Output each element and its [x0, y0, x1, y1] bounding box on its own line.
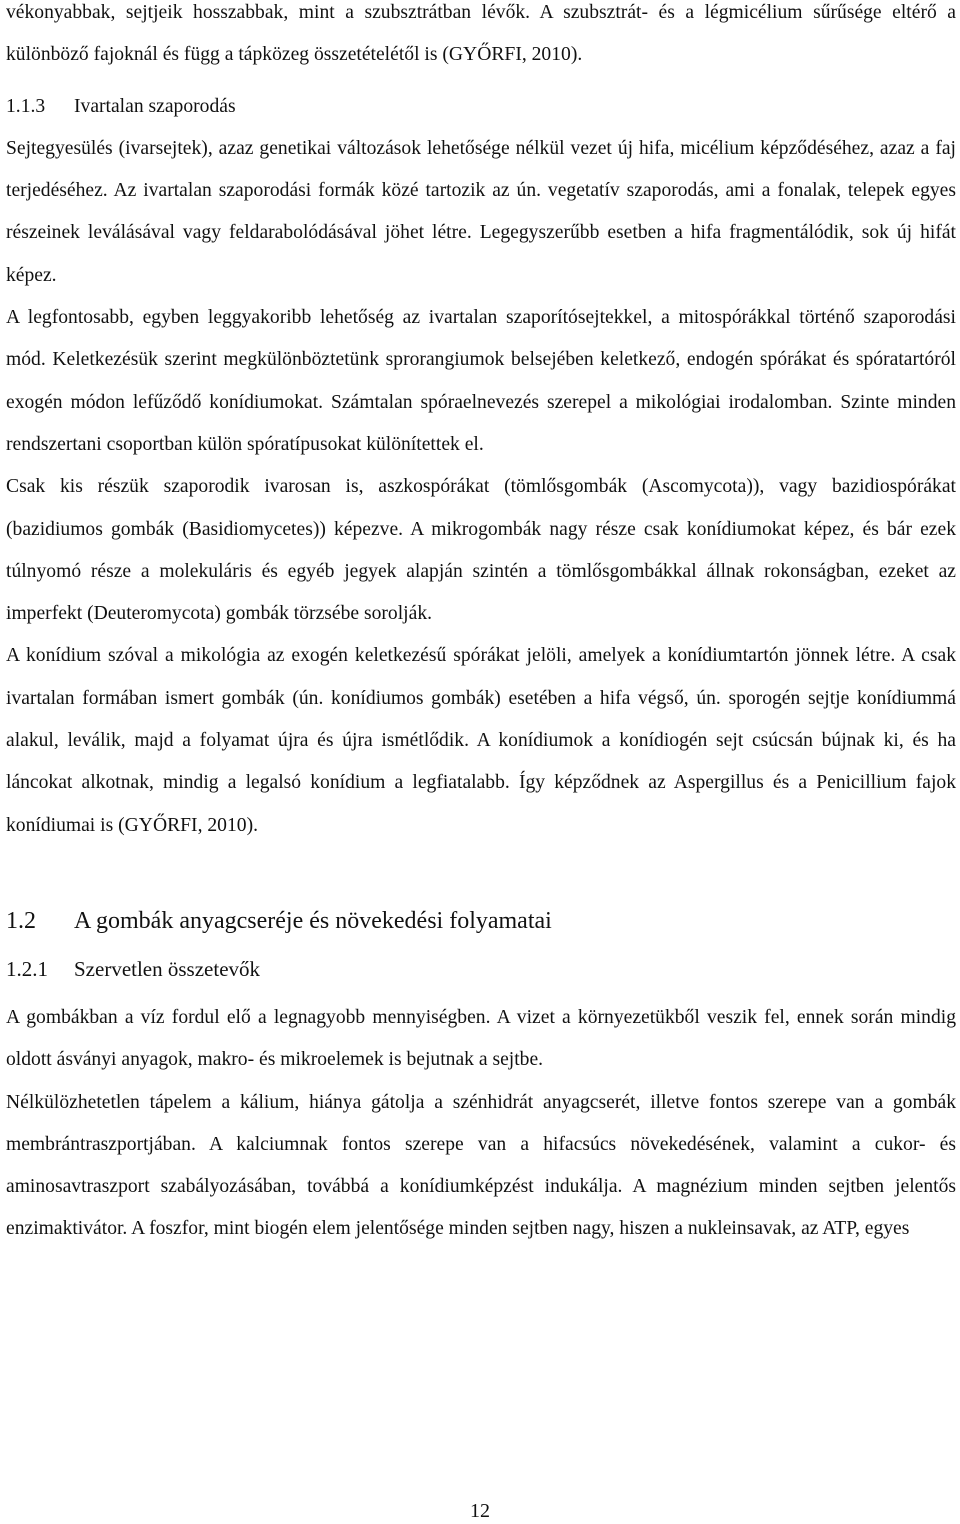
document-page: [6, 0, 956, 1251]
section-heading-1-2: [6, 899, 956, 943]
body-paragraph: A konídium szóval a mikológia az exogén keletkezésű spórákat jelöli, amelyek a konídiumtartón jönnek létre. A csak ivartalan formában ismert gombák (ún. konídiumos gombák) esetében a hifa végső, ún. sporogén sejtje konídiummá alakul, leválik, majd a folyamat újra és újra ismétlődik. A konídiumok a konídiogén sejt csúcsán bújnak ki, és ha láncokat alkotnak, mindig a legalsó konídium a legfiatalabb. Így képződnek az Aspergillus és a Penicillium fajok konídiumai is (GYŐRFI, 2010).: [6, 645, 956, 836]
section-number: 1.1.3: [6, 95, 46, 117]
section-heading-1-2-1: [6, 949, 956, 989]
section-number: 1.2: [6, 907, 36, 934]
body-paragraph: A legfontosabb, egyben leggyakoribb lehetőség az ivartalan szaporítósejtekkel, a mitospórákkal történő szaporodási mód. Keletkezésük szerint megkülönböztetünk sprorangiumok belsejében keletkező, endogén spórákat és spóratartóról exogén módon lefűződő konídiumokat. Számtalan spóraelnevezés szerepel a mikológiai irodalomban. Szinte minden rendszertani csoportban külön spóratípusokat különítettek el.: [6, 307, 956, 455]
body-paragraph: vékonyabbak, sejtjeik hosszabbak, mint a szubsztrátban lévők. A szubsztrát- és a légmicélium sűrűsége eltérő a különböző fajoknál és függ a tápközeg összetételétől is (GYŐRFI, 2010).: [6, 2, 956, 66]
body-paragraph: Sejtegyesülés (ivarsejtek), azaz genetikai változások lehetősége nélkül vezet új hifa, micélium képződéséhez, azaz a faj terjedéséhez. Az ivartalan szaporodási formák közé tartozik az ún. vegetatív szaporodás, ami a fonalak, telepek egyes részeinek leválásával vagy feldarabolódásával jöhet létre. Legegyszerűbb esetben a hifa fragmentálódik, sok új hifát képez.: [6, 137, 956, 286]
section-title: A gombák anyagcseréje és növekedési folyamatai: [74, 907, 552, 934]
body-paragraph: Csak kis részük szaporodik ivarosan is, aszkospórákat (tömlősgombák (Ascomycota)), vagy bazidiospórákat (bazidiumos gombák (Basidiomycetes)) képezve. A mikrogombák nagy része csak konídiumokat képez, és bár ezek túlnyomó része a molekuláris és egyéb jegyek alapján szintén a tömlősgombákkal állnak rokonságban, ezeket az imperfekt (Deuteromycota) gombák törzsébe sorolják.: [6, 476, 956, 625]
section-title: Ivartalan szaporodás: [74, 95, 236, 117]
section-title: Szervetlen összetevők: [74, 956, 261, 981]
section-number: 1.2.1: [6, 956, 48, 981]
section-heading-1-1-3: [6, 86, 956, 128]
page-number: 12: [470, 1500, 490, 1522]
body-paragraph: Nélkülözhetetlen tápelem a kálium, hiánya gátolja a szénhidrát anyagcserét, illetve fontos szerepe van a gombák membrántraszportjában. A kalciumnak fontos szerepe van a hifacsúcs növekedésének, valamint a cukor- és aminosavtraszport szabályozásában, továbbá a konídiumképzést indukálja. A magnézium minden sejtben jelentős enzimaktivátor. A foszfor, mint biogén elem jelentősége minden sejtben nagy, hiszen a nukleinsavak, az ATP, egyes: [6, 1091, 956, 1240]
body-paragraph: A gombákban a víz fordul elő a legnagyobb mennyiségben. A vizet a környezetükből veszik fel, ennek során mindig oldott ásványi anyagok, makro- és mikroelemek is bejutnak a sejtbe.: [6, 1006, 956, 1071]
